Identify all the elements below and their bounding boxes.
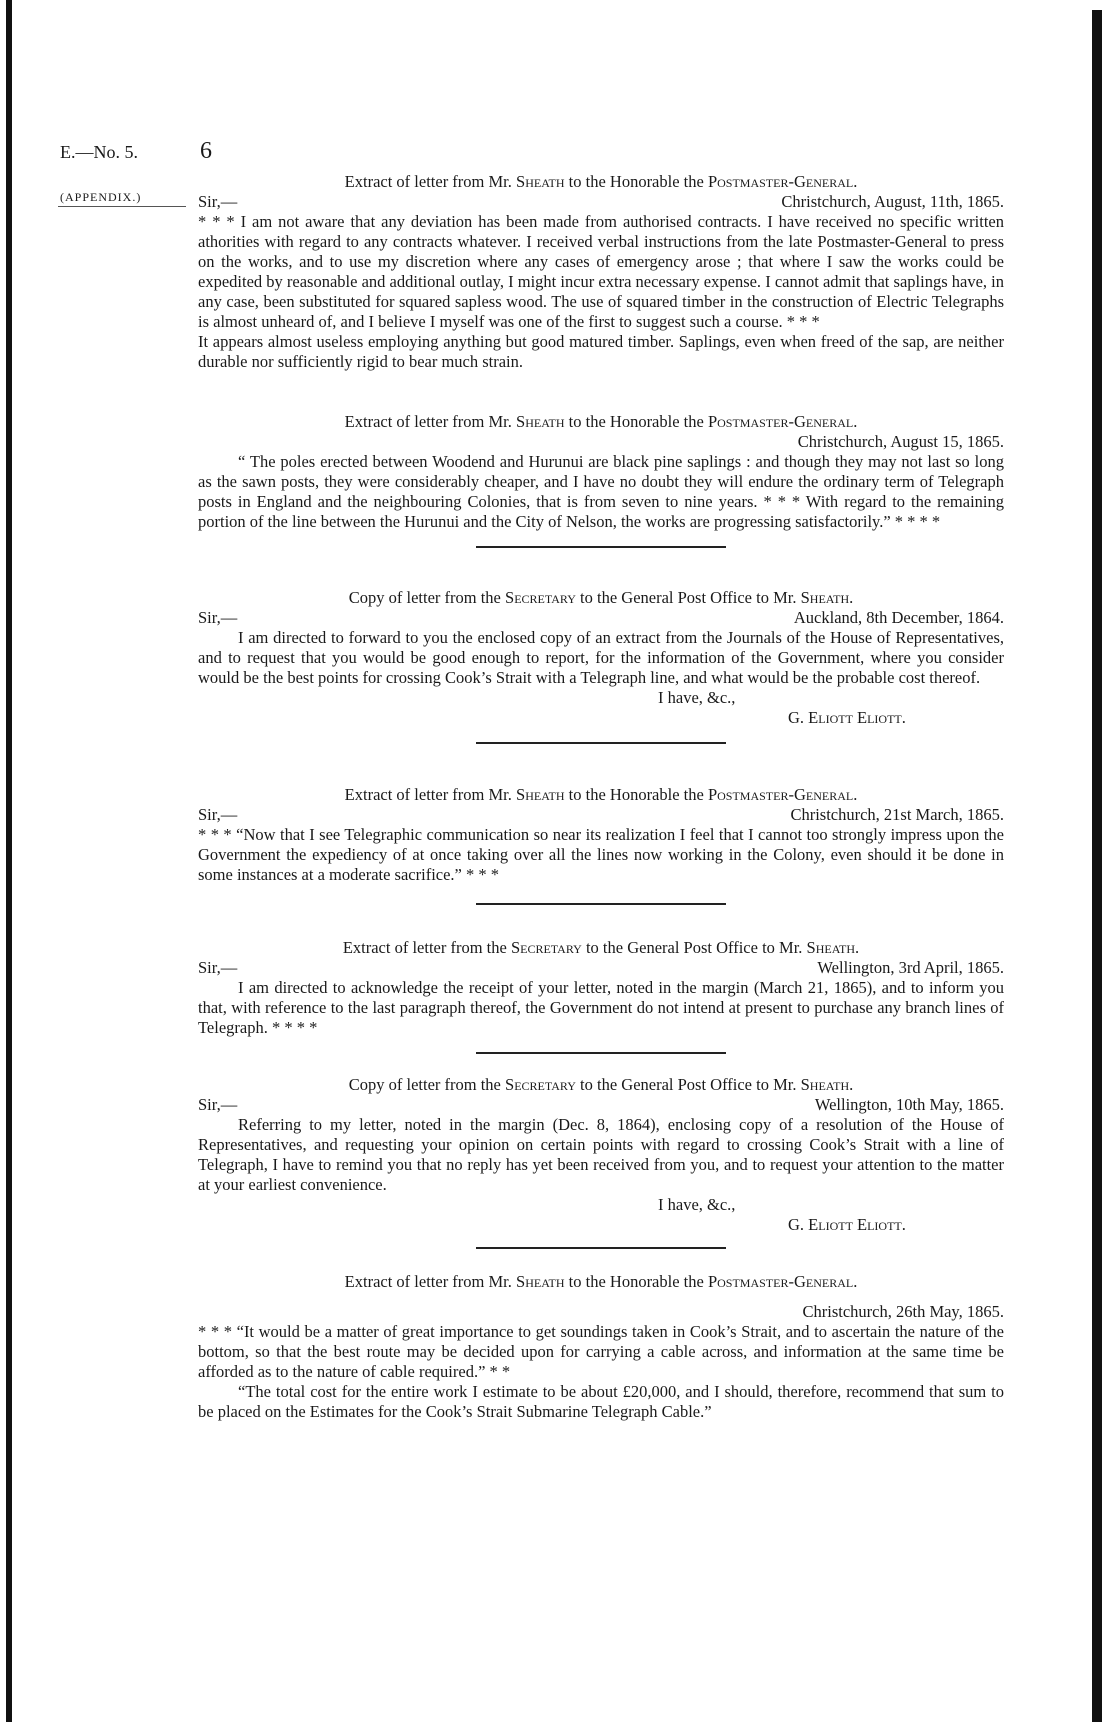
letter-section-7 — [198, 1272, 1004, 1422]
salutation: Sir,— — [198, 192, 238, 211]
paragraph: Referring to my letter, noted in the margin (Dec. 8, 1864), enclosing copy of a resolution of the House of Representatives, and requesting your opinion on certain points with regard to crossing Cook’s Strait with a line of Telegraph, I have to remind you that no reply has yet been received from you, and to request your attention to the matter at your earliest convenience. — [198, 1115, 1004, 1194]
scan-border-left — [6, 0, 12, 1722]
section-title: Extract of letter from Mr. Sheath to the Honorable the Postmaster-General. — [344, 412, 858, 431]
section-divider — [476, 1247, 726, 1249]
section-title: Extract of letter from Mr. Sheath to the Honorable the Postmaster-General. — [344, 785, 858, 804]
section-divider — [476, 546, 726, 548]
document-reference: E.—No. 5. — [60, 142, 138, 162]
letter-section-4 — [198, 785, 1004, 905]
letter-section-3 — [198, 588, 1004, 744]
paragraph: “The total cost for the entire work I estimate to be about £20,000, and I should, therefore, recommend that sum to be placed on the Estimates for the Cook’s Strait Submarine Telegraph Cable.” — [198, 1382, 1004, 1421]
letter-section-1 — [198, 172, 1004, 372]
section-title: Extract of letter from Mr. Sheath to the Honorable the Postmaster-General. — [344, 172, 858, 191]
paragraph: It appears almost useless employing anything but good matured timber. Saplings, even when freed of the sap, are neither durable nor sufficiently rigid to bear much strain. — [198, 332, 1004, 371]
paragraph: I am directed to acknowledge the receipt of your letter, noted in the margin (March 21, 1865), and to inform you that, with reference to the last paragraph thereof, the Government do not intend at present to purchase any branch lines of Telegraph. * * * * — [198, 978, 1004, 1037]
paragraph: * * * “It would be a matter of great importance to get soundings taken in Cook’s Strait, and to ascertain the nature of the bottom, so that the best route may be decided upon for carrying a cable across, and information at the same time be afforded as to the nature of cable required.” * * — [198, 1322, 1004, 1381]
paragraph: I am directed to forward to you the enclosed copy of an extract from the Journals of the House of Representatives, and to request that you would be good enough to report, for the information of the Government, where you consider would be the best points for crossing Cook’s Strait with a Telegraph line, and what would be the probable cost thereof. — [198, 628, 1004, 687]
section-divider — [476, 742, 726, 744]
letter-section-5 — [198, 938, 1004, 1054]
letter-section-2 — [198, 412, 1004, 548]
page-number: 6 — [200, 138, 212, 164]
section-title: Copy of letter from the Secretary to the General Post Office to Mr. Sheath. — [348, 588, 854, 607]
paragraph: * * * “Now that I see Telegraphic communication so near its realization I feel that I cannot too strongly impress upon the Government the expediency of at once taking over all the lines now working in the Colony, even should it be done in some instances at a moderate sacrifice.” * * * — [198, 825, 1004, 884]
place-date: Christchurch, August, 11th, 1865. — [781, 192, 1004, 211]
letter-section-6 — [198, 1075, 1004, 1249]
section-title: Extract of letter from Mr. Sheath to the Honorable the Postmaster-General. — [344, 1272, 858, 1291]
appendix-label: (APPENDIX.) — [60, 190, 142, 204]
section-divider — [476, 1052, 726, 1054]
paragraph: “ The poles erected between Woodend and Hurunui are black pine saplings : and though they may not last so long as the sawn posts, they were considerably cheaper, and I have no doubt they will endure the ordinary term of Telegraph posts in England and the neighbouring Colonies, that is from seven to nine years. * * * With regard to the remaining portion of the line between the Hurunui and the City of Nelson, the works are progressing satisfactorily.” * * * * — [198, 452, 1004, 531]
closing: I have, &c., — [658, 1195, 736, 1214]
place-date: Christchurch, August 15, 1865. — [797, 432, 1004, 451]
place-date: Christchurch, 26th May, 1865. — [802, 1302, 1004, 1321]
place-date: Christchurch, 21st March, 1865. — [790, 805, 1004, 824]
section-title: Extract of letter from the Secretary to the General Post Office to Mr. Sheath. — [342, 938, 860, 957]
section-divider — [476, 903, 726, 905]
salutation: Sir,— — [198, 805, 238, 824]
place-date: Auckland, 8th December, 1864. — [793, 608, 1004, 627]
scan-border-right — [1092, 10, 1102, 1722]
salutation: Sir,— — [198, 608, 238, 627]
salutation: Sir,— — [198, 958, 238, 977]
appendix-underline — [58, 206, 186, 207]
signature: G. Eliott Eliott. — [788, 1215, 906, 1234]
closing: I have, &c., — [658, 688, 736, 707]
place-date: Wellington, 10th May, 1865. — [814, 1095, 1004, 1114]
place-date: Wellington, 3rd April, 1865. — [817, 958, 1004, 977]
signature: G. Eliott Eliott. — [788, 708, 906, 727]
salutation: Sir,— — [198, 1095, 238, 1114]
section-title: Copy of letter from the Secretary to the General Post Office to Mr. Sheath. — [348, 1075, 854, 1094]
paragraph: * * * I am not aware that any deviation has been made from authorised contracts. I have received no specific written athorities with regard to any contracts whatever. I received verbal instructions from the late Postmaster-General to press on the works, and to use my discretion where any cases of emergency arose ; that where I saw the works could be expedited by reasonable and additional outlay, I might incur extra necessary expense. I cannot admit that saplings have, in any case, been substituted for squared sapless wood. The use of squared timber in the construction of Electric Telegraphs is almost unheard of, and I believe I myself was one of the first to suggest such a course. * * * — [198, 212, 1004, 331]
